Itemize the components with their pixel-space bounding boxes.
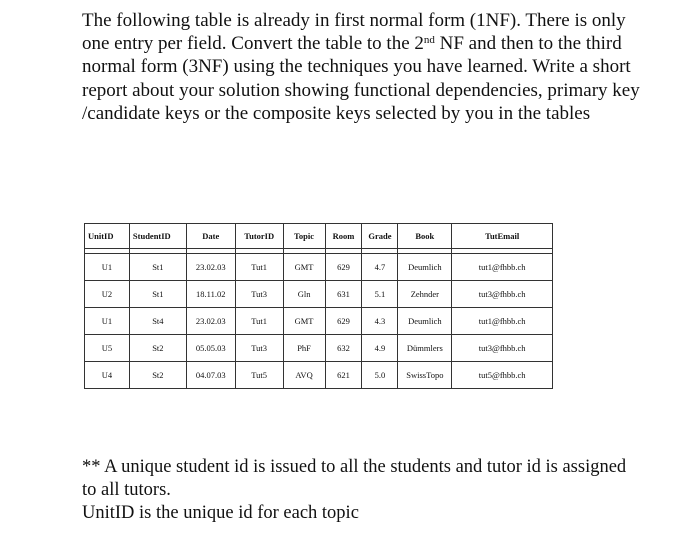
- header-book: Book: [398, 224, 452, 249]
- cell-topic: Gln: [283, 281, 325, 308]
- cell-tutorid: Tut5: [235, 362, 283, 389]
- header-studentid: StudentID: [129, 224, 186, 249]
- cell-grade: 4.7: [362, 254, 398, 281]
- header-tutorid: TutorID: [235, 224, 283, 249]
- cell-room: 621: [325, 362, 362, 389]
- cell-tutorid: Tut1: [235, 254, 283, 281]
- cell-unitid: U5: [85, 335, 130, 362]
- question-text-part1: The following table is already in first normal form (1NF). There is only one entry per field. Convert the table to the 2: [82, 10, 626, 55]
- header-grade: Grade: [362, 224, 398, 249]
- question-text-part2: NF and then to the third normal form (3NF) using the techniques you have learned. Write a short report about your solution showing functional dependencies, primary key /candidate keys or the composite keys selected by you in the tables: [82, 33, 640, 124]
- note-line-1: ** A unique student id is issued to all the students and tutor id is assigned to all tutors.: [82, 457, 627, 500]
- cell-book: SwissTopo: [398, 362, 452, 389]
- cell-unitid: U1: [85, 308, 130, 335]
- cell-tutorid: Tut1: [235, 308, 283, 335]
- header-tutemail: TutEmail: [452, 224, 553, 249]
- cell-topic: GMT: [283, 254, 325, 281]
- cell-studentid: St1: [129, 254, 186, 281]
- header-unitid: UnitID: [85, 224, 130, 249]
- cell-room: 632: [325, 335, 362, 362]
- cell-tutemail: tut3@fhbb.ch: [452, 281, 553, 308]
- cell-unitid: U1: [85, 254, 130, 281]
- cell-book: Dümmlers: [398, 335, 452, 362]
- cell-topic: AVQ: [283, 362, 325, 389]
- table-row: [85, 362, 553, 389]
- header-topic: Topic: [283, 224, 325, 249]
- cell-room: 629: [325, 254, 362, 281]
- 1nf-table: [84, 223, 553, 389]
- cell-grade: 4.9: [362, 335, 398, 362]
- cell-room: 631: [325, 281, 362, 308]
- superscript-nd: nd: [423, 34, 435, 47]
- cell-grade: 5.1: [362, 281, 398, 308]
- table-row: [85, 335, 553, 362]
- cell-tutorid: Tut3: [235, 281, 283, 308]
- header-room: Room: [325, 224, 362, 249]
- cell-tutemail: tut1@fhbb.ch: [452, 254, 553, 281]
- table-row: [85, 308, 553, 335]
- cell-grade: 5.0: [362, 362, 398, 389]
- cell-book: Deumlich: [398, 254, 452, 281]
- table-row: [85, 254, 553, 281]
- table-header-row: [85, 224, 553, 249]
- cell-studentid: St4: [129, 308, 186, 335]
- cell-date: 04.07.03: [186, 362, 235, 389]
- table-row: [85, 281, 553, 308]
- cell-date: 23.02.03: [186, 254, 235, 281]
- question-text: [82, 9, 642, 125]
- cell-tutemail: tut5@fhbb.ch: [452, 362, 553, 389]
- cell-studentid: St2: [129, 362, 186, 389]
- cell-unitid: U4: [85, 362, 130, 389]
- cell-topic: GMT: [283, 308, 325, 335]
- cell-studentid: St2: [129, 335, 186, 362]
- cell-studentid: St1: [129, 281, 186, 308]
- cell-date: 05.05.03: [186, 335, 235, 362]
- cell-room: 629: [325, 308, 362, 335]
- header-date: Date: [186, 224, 235, 249]
- cell-date: 23.02.03: [186, 308, 235, 335]
- cell-tutemail: tut1@fhbb.ch: [452, 308, 553, 335]
- cell-book: Zehnder: [398, 281, 452, 308]
- cell-date: 18.11.02: [186, 281, 235, 308]
- cell-topic: PhF: [283, 335, 325, 362]
- note-line-2: UnitID is the unique id for each topic: [82, 503, 359, 523]
- cell-tutemail: tut3@fhbb.ch: [452, 335, 553, 362]
- cell-tutorid: Tut3: [235, 335, 283, 362]
- cell-book: Deumlich: [398, 308, 452, 335]
- cell-unitid: U2: [85, 281, 130, 308]
- cell-grade: 4.3: [362, 308, 398, 335]
- note-text: [82, 456, 642, 525]
